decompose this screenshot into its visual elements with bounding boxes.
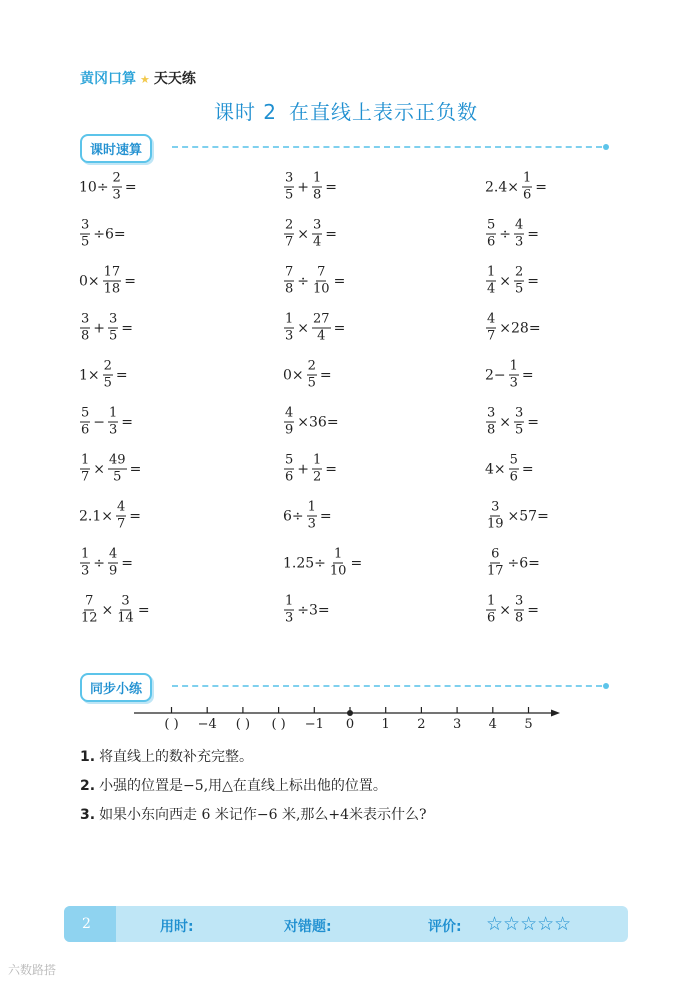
fraction-numerator: 2 <box>285 217 294 233</box>
arithmetic-problem <box>78 266 137 297</box>
expression-text: × <box>101 602 114 618</box>
arithmetic-problem <box>282 313 346 344</box>
fraction-numerator: 2 <box>103 358 112 374</box>
arithmetic-problem <box>78 595 151 626</box>
fraction-denominator: 3 <box>515 234 524 250</box>
section-divider-dot <box>603 144 609 150</box>
question-text: 将直线上的数补充完整。 <box>99 749 254 765</box>
fraction-numerator: 3 <box>515 405 524 421</box>
fraction-numerator: 7 <box>317 264 326 280</box>
arithmetic-problem <box>484 548 541 579</box>
fraction <box>486 313 496 344</box>
fraction-denominator: 4 <box>313 234 322 250</box>
fraction <box>486 595 496 626</box>
brand-subtitle: 天天练 <box>153 71 196 87</box>
fraction <box>514 266 524 297</box>
question-text: 小强的位置是−5,用△在直线上标出他的位置。 <box>99 778 387 794</box>
fraction-numerator: 27 <box>313 311 330 327</box>
fraction <box>284 266 294 297</box>
fraction-numerator: 1 <box>313 452 322 468</box>
fraction-numerator: 1 <box>285 593 294 609</box>
fraction-numerator: 2 <box>112 170 121 186</box>
fraction <box>514 219 524 250</box>
expression-text: = <box>319 367 332 383</box>
expression-text: × <box>297 226 310 242</box>
fraction-numerator: 7 <box>85 593 94 609</box>
arithmetic-problem <box>78 454 142 485</box>
fraction-denominator: 5 <box>113 469 122 485</box>
expression-text: + <box>93 320 106 336</box>
fraction <box>108 454 127 485</box>
star-icon: ★ <box>140 73 150 86</box>
arithmetic-problem <box>484 219 540 250</box>
fraction <box>80 454 90 485</box>
arithmetic-problem <box>282 548 363 579</box>
question-number: 1. <box>80 749 96 765</box>
fraction <box>312 266 331 297</box>
fraction <box>509 454 519 485</box>
expression-text: = <box>521 461 534 477</box>
fraction-denominator: 2 <box>313 469 322 485</box>
fraction-numerator: 3 <box>109 311 118 327</box>
arithmetic-problem <box>484 172 548 203</box>
fraction-denominator: 3 <box>112 187 121 203</box>
arithmetic-problem <box>282 595 331 626</box>
number-line-label: 3 <box>452 717 462 732</box>
fraction <box>514 595 524 626</box>
expression-text: = <box>115 367 128 383</box>
fraction-numerator: 2 <box>307 358 316 374</box>
fraction <box>80 313 90 344</box>
expression-text: + <box>297 461 310 477</box>
expression-text: × <box>499 602 512 618</box>
fraction-denominator: 7 <box>117 516 126 532</box>
expression-text: ×28= <box>499 320 541 336</box>
expression-text: 4× <box>485 461 506 477</box>
rating-stars[interactable]: ☆☆☆☆☆ <box>486 913 572 935</box>
fraction-denominator: 8 <box>81 328 90 344</box>
fraction-denominator: 6 <box>487 234 496 250</box>
arithmetic-problem <box>282 172 338 203</box>
section-label-practice: 同步小练 <box>80 673 152 702</box>
fraction-denominator: 7 <box>81 469 90 485</box>
expression-text: × <box>499 273 512 289</box>
expression-text: ÷ <box>297 273 310 289</box>
fraction-numerator: 3 <box>515 593 524 609</box>
fraction-denominator: 8 <box>285 281 294 297</box>
number-line-label: 0 <box>345 717 355 732</box>
fraction-numerator: 4 <box>487 311 496 327</box>
fraction-denominator: 3 <box>307 516 316 532</box>
expression-text: ÷6= <box>93 226 126 242</box>
number-line-label: 4 <box>488 717 497 732</box>
fraction <box>116 501 126 532</box>
section-divider-dot <box>603 683 609 689</box>
expression-text: = <box>121 414 134 430</box>
watermark: 六数路搭 <box>8 963 57 977</box>
fraction-numerator: 1 <box>509 358 518 374</box>
fraction-denominator: 9 <box>109 563 118 579</box>
fraction-denominator: 12 <box>81 610 98 626</box>
expression-text: = <box>121 555 134 571</box>
fraction-numerator: 4 <box>515 217 524 233</box>
fraction-numerator: 1 <box>523 170 532 186</box>
book-brand <box>80 68 196 88</box>
expression-text: ÷ <box>93 555 106 571</box>
fraction <box>312 219 322 250</box>
expression-text: = <box>124 179 137 195</box>
fraction-denominator: 3 <box>285 328 294 344</box>
expression-text: 0× <box>283 367 304 383</box>
arithmetic-problem <box>282 360 333 391</box>
fraction <box>284 219 294 250</box>
fraction-denominator: 4 <box>487 281 496 297</box>
section-divider <box>172 146 602 148</box>
arithmetic-problem <box>282 454 338 485</box>
expression-text: 1.25÷ <box>283 555 326 571</box>
fraction-numerator: 1 <box>487 593 496 609</box>
fraction-numerator: 5 <box>285 452 294 468</box>
fraction <box>80 548 90 579</box>
expression-text: ÷3= <box>297 602 330 618</box>
fraction-numerator: 3 <box>81 217 90 233</box>
expression-text: 0× <box>79 273 100 289</box>
fraction-denominator: 3 <box>285 610 294 626</box>
fraction-numerator: 1 <box>81 452 90 468</box>
expression-text: = <box>521 367 534 383</box>
fraction-denominator: 7 <box>487 328 496 344</box>
expression-text: ×36= <box>297 414 339 430</box>
expression-text: = <box>527 602 540 618</box>
number-line-label: 5 <box>524 717 533 732</box>
number-line-label: −1 <box>304 717 324 732</box>
fraction-numerator: 1 <box>307 499 316 515</box>
fraction-denominator: 17 <box>487 563 504 579</box>
expression-text: ×57= <box>507 508 549 524</box>
expression-text: = <box>129 508 142 524</box>
fraction-denominator: 10 <box>329 563 347 579</box>
fraction <box>486 407 496 438</box>
arithmetic-problem <box>484 313 542 344</box>
fraction-numerator: 1 <box>109 405 118 421</box>
number-line-label: −4 <box>197 717 217 732</box>
origin-dot <box>347 710 353 716</box>
fraction-numerator: 4 <box>117 499 126 515</box>
arithmetic-problem <box>78 219 127 250</box>
fraction <box>486 548 505 579</box>
fraction <box>108 407 118 438</box>
expression-text: = <box>319 508 332 524</box>
question-3 <box>80 804 427 824</box>
fraction <box>486 501 505 532</box>
expression-text: = <box>527 414 540 430</box>
fraction-denominator: 6 <box>285 469 294 485</box>
arithmetic-problem <box>484 407 540 438</box>
question-1 <box>80 746 253 766</box>
fraction <box>509 360 519 391</box>
rating-label: 评价: <box>428 919 462 935</box>
expression-text: = <box>535 179 548 195</box>
arithmetic-problem <box>282 266 346 297</box>
fraction-numerator: 1 <box>313 170 322 186</box>
fraction-numerator: 1 <box>334 546 343 562</box>
question-2 <box>80 775 387 795</box>
fraction-denominator: 3 <box>509 375 518 391</box>
fraction <box>284 313 294 344</box>
number-line-blank[interactable]: ( ) <box>164 717 179 732</box>
fraction <box>522 172 532 203</box>
fraction-numerator: 2 <box>515 264 524 280</box>
fraction-numerator: 1 <box>487 264 496 280</box>
expression-text: 10÷ <box>79 179 109 195</box>
fraction-denominator: 5 <box>103 375 112 391</box>
fraction-denominator: 8 <box>313 187 322 203</box>
fraction-numerator: 3 <box>81 311 90 327</box>
fraction-numerator: 3 <box>285 170 294 186</box>
expression-text: ÷6= <box>507 555 540 571</box>
fraction-denominator: 6 <box>81 422 90 438</box>
fraction <box>80 407 90 438</box>
arithmetic-problem <box>484 454 535 485</box>
expression-text: = <box>121 320 134 336</box>
fraction <box>312 172 322 203</box>
fraction-denominator: 19 <box>487 516 504 532</box>
arithmetic-problem <box>78 501 142 532</box>
fraction-denominator: 4 <box>317 328 326 344</box>
arithmetic-problem <box>282 219 338 250</box>
expression-text: 2− <box>485 367 506 383</box>
fraction <box>486 219 496 250</box>
fraction-numerator: 17 <box>103 264 121 280</box>
arithmetic-problem <box>484 501 550 532</box>
fraction-numerator: 3 <box>313 217 322 233</box>
expression-text: = <box>325 226 338 242</box>
fraction-denominator: 8 <box>487 422 496 438</box>
number-line-blank[interactable]: ( ) <box>235 717 251 732</box>
expression-text: = <box>137 602 150 618</box>
fraction-numerator: 5 <box>81 405 90 421</box>
fraction <box>80 595 99 626</box>
fraction <box>307 501 317 532</box>
arithmetic-problem <box>78 172 138 203</box>
expression-text: 2.4× <box>485 179 519 195</box>
expression-text: = <box>129 461 142 477</box>
expression-text: × <box>297 320 310 336</box>
fraction <box>116 595 135 626</box>
fraction-numerator: 5 <box>509 452 518 468</box>
errors-label: 对错题: <box>284 919 332 935</box>
fraction <box>80 219 90 250</box>
fraction <box>284 595 294 626</box>
fraction <box>312 313 331 344</box>
fraction-denominator: 10 <box>313 281 330 297</box>
expression-text: × <box>93 461 106 477</box>
fraction <box>329 548 348 579</box>
number-line-label: 2 <box>417 717 426 732</box>
fraction-numerator: 7 <box>285 264 294 280</box>
fraction-denominator: 5 <box>285 187 294 203</box>
fraction-numerator: 4 <box>285 405 294 421</box>
page-number: 2 <box>64 906 116 942</box>
brand-name: 黄冈口算 <box>80 71 136 87</box>
expression-text: = <box>333 273 346 289</box>
fraction-denominator: 14 <box>117 610 134 626</box>
fraction-denominator: 18 <box>103 281 121 297</box>
number-line-label: 1 <box>381 717 390 732</box>
expression-text: = <box>350 555 363 571</box>
arithmetic-problem <box>78 407 134 438</box>
expression-text: + <box>297 179 310 195</box>
expression-text: − <box>93 414 106 430</box>
expression-text: = <box>124 273 136 289</box>
fraction-numerator: 1 <box>285 311 294 327</box>
fraction <box>307 360 317 391</box>
lesson-title <box>0 96 692 125</box>
fraction-numerator: 3 <box>487 405 496 421</box>
expression-text: 2.1× <box>79 508 113 524</box>
fraction <box>108 313 118 344</box>
question-number: 3. <box>80 807 96 823</box>
number-line-blank[interactable]: ( ) <box>271 717 286 732</box>
fraction <box>112 172 122 203</box>
fraction-denominator: 5 <box>109 328 118 344</box>
fraction-denominator: 5 <box>307 375 316 391</box>
fraction <box>284 172 294 203</box>
number-line-arrow <box>551 710 560 717</box>
expression-text: × <box>499 414 512 430</box>
lesson-number: 课时 2 <box>213 100 278 124</box>
expression-text: = <box>333 320 346 336</box>
fraction <box>514 407 524 438</box>
fraction <box>284 407 294 438</box>
fraction-denominator: 9 <box>285 422 294 438</box>
fraction <box>108 548 118 579</box>
fraction-numerator: 3 <box>121 593 130 609</box>
fraction <box>486 266 496 297</box>
fraction-numerator: 5 <box>487 217 496 233</box>
expression-text: 1× <box>79 367 100 383</box>
fraction-numerator: 1 <box>81 546 90 562</box>
arithmetic-problem <box>78 360 129 391</box>
fraction-numerator: 4 <box>109 546 118 562</box>
arithmetic-problem <box>282 407 340 438</box>
fraction <box>312 454 322 485</box>
fraction-denominator: 5 <box>515 281 524 297</box>
fraction-denominator: 5 <box>81 234 90 250</box>
time-label: 用时: <box>160 919 194 935</box>
arithmetic-problem <box>484 595 540 626</box>
fraction <box>284 454 294 485</box>
fraction-numerator: 3 <box>491 499 500 515</box>
fraction-denominator: 8 <box>515 610 524 626</box>
arithmetic-problem <box>282 501 333 532</box>
expression-text: = <box>527 226 540 242</box>
section-label-quick-calc: 课时速算 <box>80 134 152 163</box>
fraction-numerator: 6 <box>491 546 500 562</box>
fraction-denominator: 3 <box>109 422 118 438</box>
arithmetic-problem <box>78 313 134 344</box>
expression-text: 6÷ <box>283 508 304 524</box>
expression-text: = <box>325 461 338 477</box>
expression-text: = <box>325 179 338 195</box>
fraction-denominator: 6 <box>523 187 532 203</box>
section-divider <box>172 685 602 687</box>
fraction-denominator: 7 <box>285 234 294 250</box>
fraction-denominator: 3 <box>81 563 90 579</box>
fraction <box>103 266 122 297</box>
expression-text: = <box>527 273 540 289</box>
arithmetic-problem <box>484 360 535 391</box>
question-text: 如果小东向西走 6 米记作−6 米,那么+4米表示什么? <box>99 807 427 823</box>
fraction-denominator: 5 <box>515 422 524 438</box>
fraction-denominator: 6 <box>509 469 518 485</box>
question-number: 2. <box>80 778 96 794</box>
lesson-topic: 在直线上表示正负数 <box>289 100 479 124</box>
fraction-denominator: 6 <box>487 610 496 626</box>
fraction <box>103 360 113 391</box>
arithmetic-problem <box>484 266 540 297</box>
arithmetic-problem <box>78 548 134 579</box>
expression-text: ÷ <box>499 226 512 242</box>
fraction-numerator: 49 <box>109 452 126 468</box>
